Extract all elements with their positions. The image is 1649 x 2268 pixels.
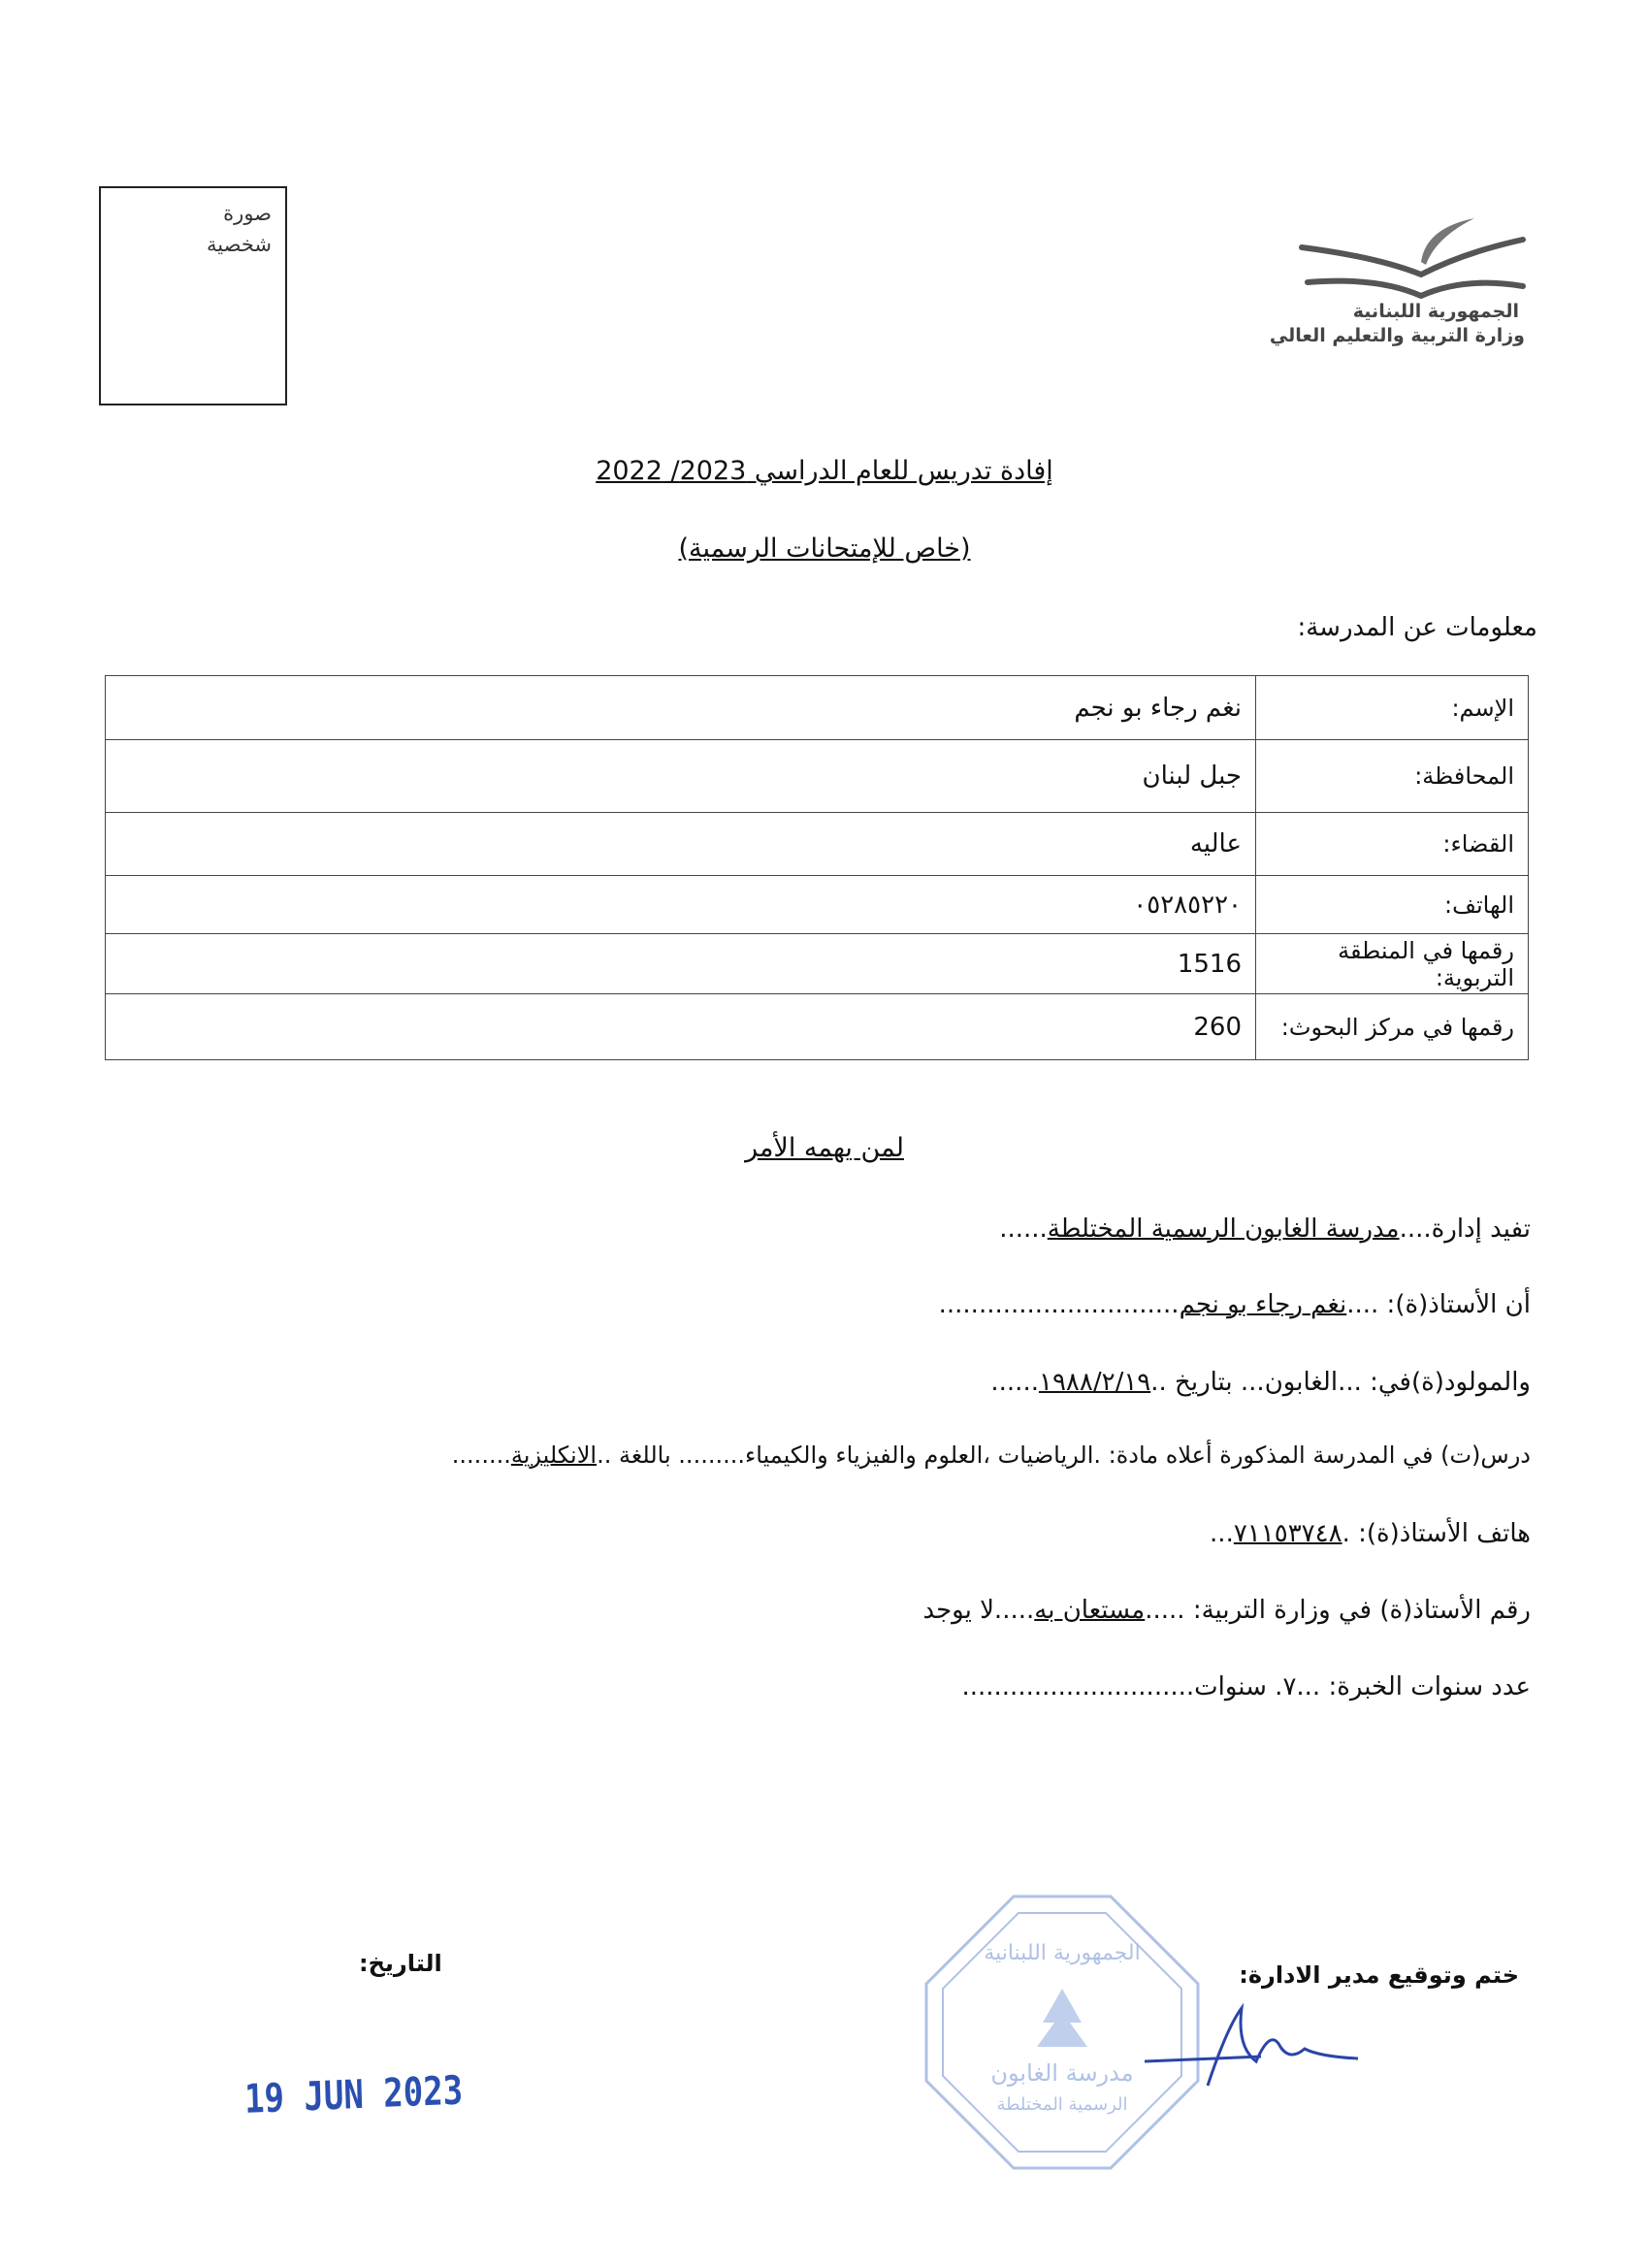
seal-line-3: الرسمية المختلطة [996, 2094, 1128, 2115]
date-stamp: 19 JUN 2023 [243, 2067, 464, 2123]
label-region-number: رقمها في المنطقة التربوية: [1256, 934, 1529, 994]
line-teacher-phone [1210, 1519, 1531, 1548]
birth-date: ١٩٨٨/٢/١٩ [1038, 1368, 1151, 1397]
section-heading: معلومات عن المدرسة: [1297, 613, 1537, 642]
value-region-number: 1516 [106, 934, 1256, 994]
value-phone: ٠٥٢٨٥٢٢٠ [106, 876, 1256, 934]
teacher-name: نغم رجاء بو نجم [1179, 1290, 1347, 1319]
value-research-number: 260 [106, 994, 1256, 1060]
logo-line-2: وزارة التربية والتعليم العالي [1269, 325, 1525, 346]
line-birth [990, 1368, 1531, 1397]
line-experience: عدد سنوات الخبرة: ...٧. سنوات............................. [961, 1672, 1531, 1701]
text: ... [1210, 1519, 1234, 1548]
text: درس(ت) في المدرسة المذكورة أعلاه مادة: .الرياضيات ،العلوم والفيزياء والكيمياء......... باللغة .. [597, 1442, 1531, 1469]
text: ...... [999, 1215, 1048, 1244]
photo-label-2: شخصية [207, 233, 272, 256]
text: ...... [990, 1368, 1039, 1397]
table-row [106, 740, 1529, 813]
line-school [999, 1215, 1531, 1244]
teacher-phone: ٧١١٥٣٧٤٨ [1233, 1519, 1342, 1548]
date-label: التاريخ: [359, 1950, 442, 1977]
school-name: مدرسة الغابون الرسمية المختلطة [1047, 1215, 1400, 1244]
signature-icon [1135, 1989, 1368, 2095]
table-row [106, 994, 1529, 1060]
table-row [106, 676, 1529, 740]
ministry-logo [1261, 199, 1533, 354]
teaching-language: الانكليزية [510, 1442, 598, 1469]
label-phone: الهاتف: [1256, 876, 1529, 934]
table-row [106, 876, 1529, 934]
text: أن الأستاذ(ة): .... [1346, 1290, 1531, 1319]
seal-line-1: الجمهورية اللبنانية [984, 1941, 1141, 1965]
label-name: الإسم: [1256, 676, 1529, 740]
text: تفيد إدارة.... [1399, 1215, 1531, 1244]
school-info-table [105, 675, 1529, 1060]
document-title: إفادة تدريس للعام الدراسي 2023/ 2022 [596, 456, 1053, 486]
text: .............................. [938, 1290, 1180, 1319]
text: رقم الأستاذ(ة) في وزارة التربية: ..... [1145, 1596, 1531, 1625]
logo-line-1: الجمهورية اللبنانية [1352, 301, 1519, 322]
book-logo-icon [1261, 199, 1533, 306]
line-teacher [939, 1290, 1531, 1319]
photo-box [99, 186, 287, 405]
text: .....لا يوجد [922, 1596, 1035, 1625]
photo-label-1: صورة [223, 202, 272, 225]
label-research-number: رقمها في مركز البحوث: [1256, 994, 1529, 1060]
text: ........ [451, 1442, 511, 1469]
ministry-status: مستعان به [1034, 1596, 1146, 1625]
value-district: عاليه [106, 813, 1256, 876]
table-row [106, 934, 1529, 994]
signature-label: ختم وتوقيع مدير الادارة: [1239, 1961, 1519, 1989]
table-row [106, 813, 1529, 876]
document-subtitle: (خاص للإمتحانات الرسمية) [678, 534, 971, 564]
addressee: لمن يهمه الأمر [745, 1133, 904, 1163]
line-subjects [452, 1442, 1531, 1469]
value-name: نغم رجاء بو نجم [106, 676, 1256, 740]
text: والمولود(ة)في: ...الغابون... بتاريخ .. [1150, 1368, 1531, 1397]
value-governorate: جبل لبنان [106, 740, 1256, 813]
line-ministry-number [922, 1596, 1531, 1625]
label-district: القضاء: [1256, 813, 1529, 876]
seal-line-2: مدرسة الغابون [990, 2059, 1134, 2087]
label-governorate: المحافظة: [1256, 740, 1529, 813]
text: هاتف الأستاذ(ة): . [1342, 1519, 1531, 1548]
